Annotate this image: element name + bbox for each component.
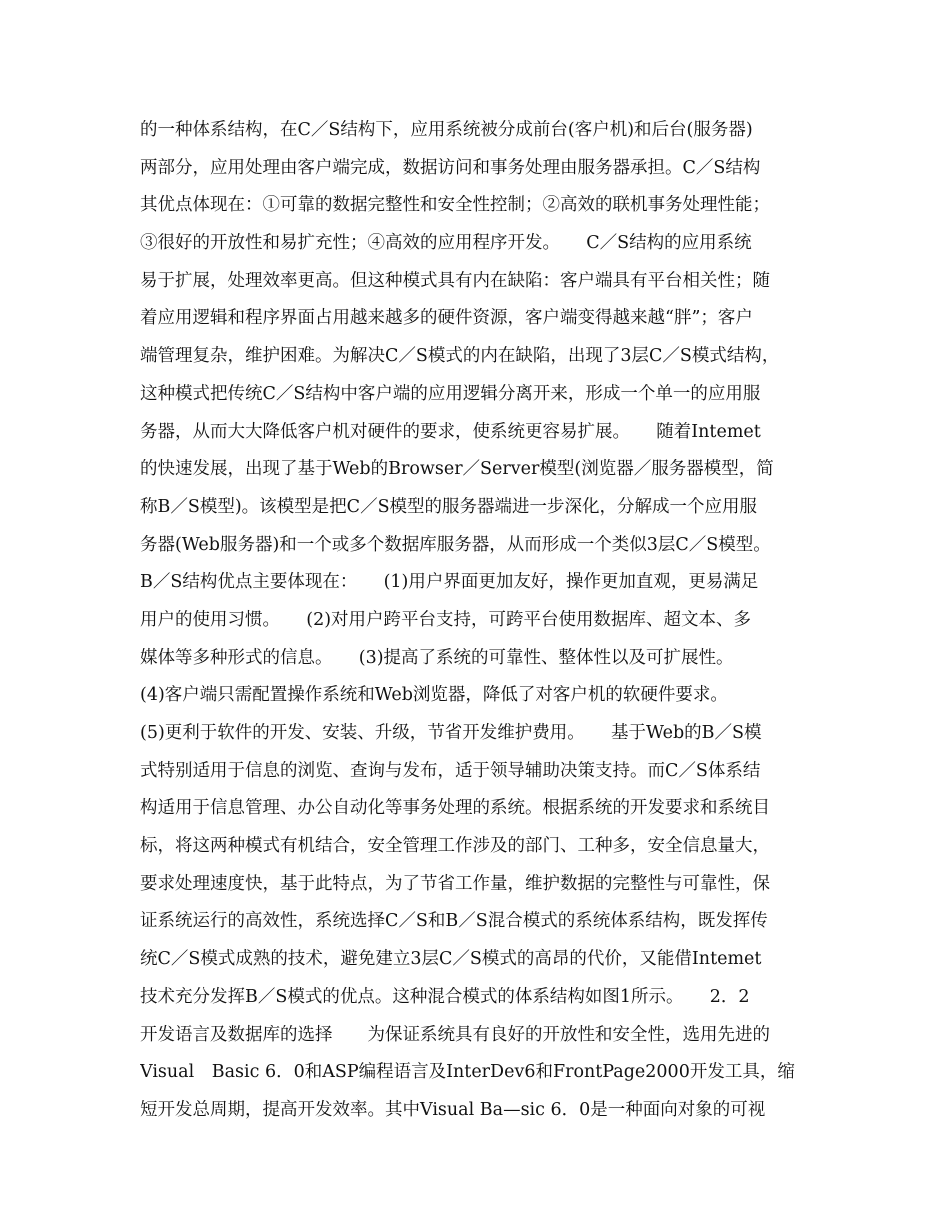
text-line-11: 称B／S模型)。该模型是把C／S模型的服务器端进一步深化，分解成一个应用服 <box>140 496 758 517</box>
text-line-12: 务器(Web服务器)和一个或多个数据库服务器，从而形成一个类似3层C／S模型。 <box>140 534 771 555</box>
text-line-26: Visual Basic 6．0和ASP编程语言及InterDev6和FrontPage2000开发工具，缩 <box>140 1062 795 1083</box>
text-line-24: 技术充分发挥B／S模式的优点。这种混合模式的体系结构如图1所示。 2．2 <box>140 986 750 1007</box>
text-line-3: 其优点体现在：①可靠的数据完整性和安全性控制；②高效的联机事务处理性能； <box>140 195 770 216</box>
text-line-18: 式特别适用于信息的浏览、查询与发布，适于领导辅助决策支持。而C／S体系结 <box>140 760 761 781</box>
text-line-4: ③很好的开放性和易扩充性；④高效的应用程序开发。 C／S结构的应用系统 <box>140 233 752 254</box>
text-line-13: B／S结构优点主要体现在： (1)用户界面更加友好，操作更加直观，更易满足 <box>140 572 759 593</box>
text-line-21: 要求处理速度快，基于此特点，为了节省工作量，维护数据的完整性与可靠性，保 <box>140 873 770 894</box>
text-line-7: 端管理复杂，维护困难。为解决C／S模式的内在缺陷，出现了3层C／S模式结构， <box>140 346 780 367</box>
text-line-14: 用户的使用习惯。 (2)对用户跨平台支持，可跨平台使用数据库、超文本、多 <box>140 609 752 630</box>
text-line-23: 统C／S模式成熟的技术，避免建立3层C／S模式的高昂的代价，又能借Intemet <box>140 949 762 970</box>
text-line-1: 的一种体系结构，在C／S结构下，应用系统被分成前台(客户机)和后台(服务器) <box>140 120 753 140</box>
text-line-20: 标，将这两种模式有机结合，安全管理工作涉及的部门、工种多，安全信息量大， <box>140 836 770 857</box>
text-line-10: 的快速发展，出现了基于Web的Browser／Server模型(浏览器／服务器模型，简 <box>140 459 774 480</box>
text-line-19: 构适用于信息管理、办公自动化等事务处理的系统。根据系统的开发要求和系统目 <box>140 798 770 819</box>
text-line-5: 易于扩展，处理效率更高。但这种模式具有内在缺陷：客户端具有平台相关性；随 <box>140 270 770 291</box>
text-line-17: (5)更利于软件的开发、安装、升级，节省开发维护费用。 基于Web的B／S模 <box>140 723 762 743</box>
text-line-25: 开发语言及数据库的选择 为保证系统具有良好的开放性和安全性，选用先进的 <box>140 1024 770 1045</box>
text-line-6: 着应用逻辑和程序界面占用越来越多的硬件资源，客户端变得越来越“胖”；客户 <box>140 308 753 329</box>
text-line-8: 这种模式把传统C／S结构中客户端的应用逻辑分离开来，形成一个单一的应用服 <box>140 383 761 404</box>
text-line-2: 两部分，应用处理由客户端完成，数据访问和事务处理由服务器承担。C／S结构 <box>140 157 761 178</box>
text-line-27: 短开发总周期，提高开发效率。其中Visual Ba—sic 6．0是一种面向对象的可视 <box>140 1099 766 1120</box>
text-line-9: 务器，从而大大降低客户机对硬件的要求，使系统更容易扩展。 随着Intemet <box>140 421 761 442</box>
body-text <box>140 112 820 1130</box>
text-line-15: 媒体等多种形式的信息。 (3)提高了系统的可靠性、整体性以及可扩展性。 <box>140 647 734 668</box>
text-line-22: 证系统运行的高效性，系统选择C／S和B／S混合模式的系统体系结构，既发挥传 <box>140 911 768 932</box>
text-line-16: (4)客户端只需配置操作系统和Web浏览器，降低了对客户机的软硬件要求。 <box>140 685 728 706</box>
